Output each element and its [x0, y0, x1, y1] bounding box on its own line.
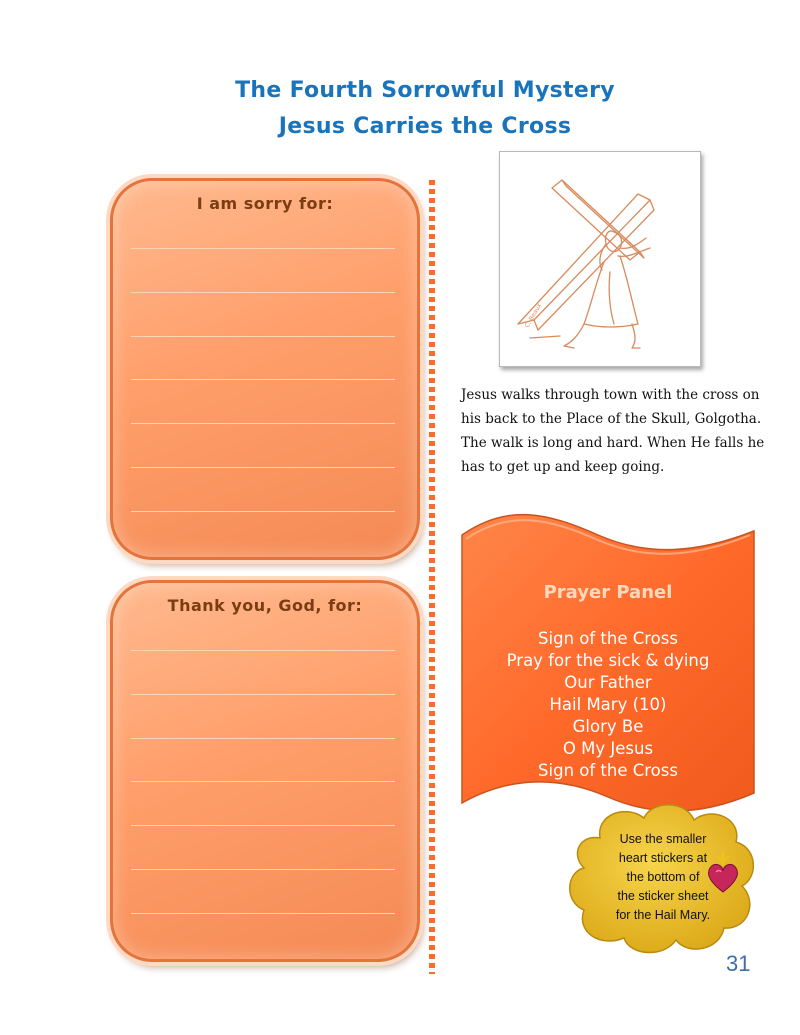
sticker-line: the sticker sheet: [617, 889, 709, 903]
page-title: The Fourth Sorrowful Mystery: [235, 78, 615, 103]
writing-line[interactable]: [131, 650, 395, 651]
writing-line[interactable]: [131, 869, 395, 870]
writing-line[interactable]: [131, 738, 395, 739]
dotted-divider: [429, 180, 435, 974]
jesus-carrying-cross-drawing-icon: [500, 152, 700, 366]
page-subtitle: Jesus Carries the Cross: [278, 114, 572, 139]
sorry-writing-card: [110, 178, 420, 560]
prayer-panel-title: Prayer Panel: [543, 582, 673, 603]
writing-line[interactable]: [131, 423, 395, 424]
mystery-description: [461, 383, 765, 479]
thanks-writing-card: [110, 580, 420, 962]
writing-line[interactable]: [131, 292, 395, 293]
prayer-item: Sign of the Cross: [538, 761, 678, 780]
sticker-line: heart stickers at: [618, 851, 708, 865]
prayer-item: Our Father: [564, 673, 652, 692]
writing-line[interactable]: [131, 467, 395, 468]
writing-line[interactable]: [131, 379, 395, 380]
prayer-item: Hail Mary (10): [549, 695, 667, 714]
sticker-line: the bottom of: [626, 870, 700, 884]
description-line: Jesus walks through town with the cross on: [461, 387, 760, 403]
jesus-carrying-cross-illustration: [499, 151, 701, 367]
description-line: The walk is long and hard. When He falls he: [461, 435, 765, 451]
artist-signature: C. Beaux: [523, 302, 544, 329]
writing-line[interactable]: [131, 781, 395, 782]
prayer-item: Glory Be: [572, 717, 644, 736]
sticker-line: for the Hail Mary.: [615, 908, 711, 922]
prayer-item: Pray for the sick & dying: [506, 651, 710, 670]
description-line: has to get up and keep going.: [461, 459, 665, 475]
prayer-list: [458, 628, 758, 782]
prayer-item: O My Jesus: [562, 739, 654, 758]
sorry-card-heading: I am sorry for:: [196, 194, 334, 213]
thanks-card-heading: Thank you, God, for:: [167, 596, 363, 615]
sticker-line: Use the smaller: [619, 832, 707, 846]
writing-line[interactable]: [131, 248, 395, 249]
writing-line[interactable]: [131, 913, 395, 914]
prayer-item: Sign of the Cross: [538, 629, 678, 648]
writing-line[interactable]: [131, 336, 395, 337]
writing-line[interactable]: [131, 694, 395, 695]
writing-line[interactable]: [131, 825, 395, 826]
writing-line[interactable]: [131, 511, 395, 512]
page-number: 31: [726, 951, 751, 976]
sacred-heart-icon: [706, 848, 740, 894]
description-line: his back to the Place of the Skull, Golgotha.: [461, 411, 762, 427]
